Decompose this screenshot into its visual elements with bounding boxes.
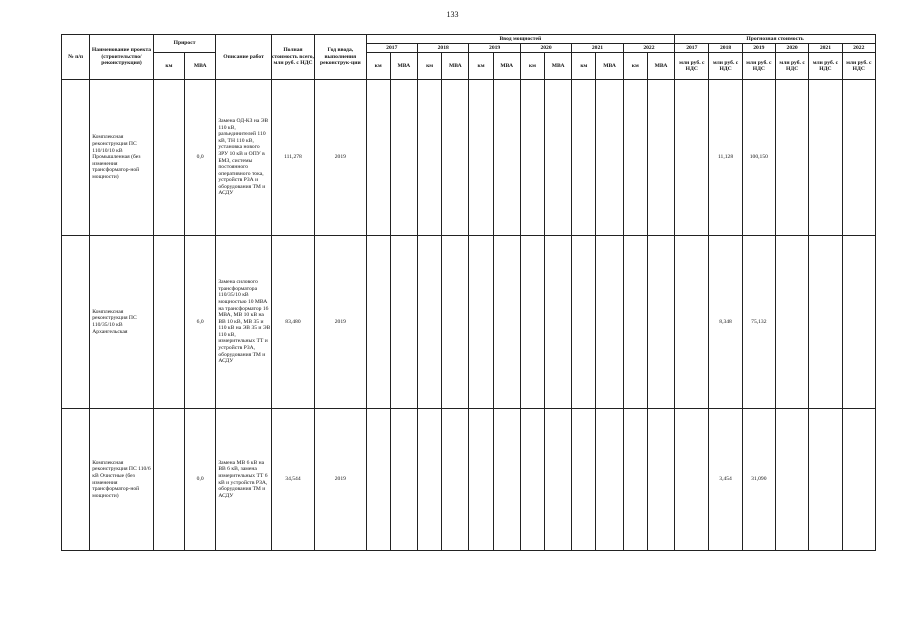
project-name: Комплексная реконструкция ПС 110/35/10 кВ Архангельская [90, 236, 154, 409]
increase-mva: 0,0 [185, 80, 216, 236]
capacity-year-2021: 2021 [572, 44, 623, 53]
header-full-cost: Полная стоимость всего, млн руб. с НДС [271, 35, 314, 80]
header-cost-unit-2020: млн руб. с НДС [775, 53, 808, 80]
header-cost-unit-2022: млн руб. с НДС [842, 53, 875, 80]
capacity-cell [390, 409, 417, 551]
capacity-year-2022: 2022 [623, 44, 674, 53]
header-mva-2018: МВА [442, 53, 469, 80]
forecast-cost-2022 [842, 80, 875, 236]
capacity-cell [596, 236, 623, 409]
capacity-year-2019: 2019 [469, 44, 520, 53]
header-increase-mva: МВА [185, 53, 216, 80]
capacity-cell [623, 409, 647, 551]
forecast-cost-2018: 3,454 [709, 409, 742, 551]
capacity-cell [623, 236, 647, 409]
increase-mva: 6,0 [185, 236, 216, 409]
header-km-2020: км [520, 53, 544, 80]
capacity-cell [545, 236, 572, 409]
table-header [62, 35, 876, 80]
capacity-cell [647, 236, 674, 409]
capacity-cell [417, 236, 441, 409]
header-commission-year: Год ввода, выполнения реконструк-ции [315, 35, 366, 80]
capacity-cell [366, 236, 390, 409]
forecast-cost-2021 [809, 80, 842, 236]
table-row [62, 236, 876, 409]
full-cost: 111,278 [271, 80, 314, 236]
page-number: 133 [446, 10, 459, 19]
header-mva-2017: МВА [390, 53, 417, 80]
project-name: Комплексная реконструкция ПС 110/10/10 кВ Промышленная (без изменения трансформатор-ной мощности) [90, 80, 154, 236]
forecast-cost-2020 [775, 409, 808, 551]
capacity-cell [366, 80, 390, 236]
capacity-cell [545, 409, 572, 551]
forecast-cost-2019: 31,090 [742, 409, 775, 551]
capacity-year-2017: 2017 [366, 44, 417, 53]
forecast-cost-2021 [809, 409, 842, 551]
header-num: № п/п [62, 35, 90, 80]
project-name: Комплексная реконструкция ПС 110/6 кВ Очистные (без изменения трансформатор-ной мощности) [90, 409, 154, 551]
capacity-cell [417, 409, 441, 551]
header-capacity-input: Ввод мощностей [366, 35, 675, 44]
full-cost: 83,480 [271, 236, 314, 409]
work-description: Замена ОД-КЗ на ЭВ 110 кВ, разъединителей 110 кВ, ТН 110 кВ, установка нового ЗРУ 10 кВ и ОПУ в БМЗ, системы постоянного оперативного тока, устройств РЗА и оборудования ТМ и АСДУ [216, 80, 271, 236]
increase-km [153, 409, 184, 551]
capacity-cell [623, 80, 647, 236]
capacity-year-2018: 2018 [417, 44, 468, 53]
header-project-name: Наименование проекта (строительство/ реконструкция) [90, 35, 154, 80]
forecast-year-2022: 2022 [842, 44, 875, 53]
forecast-year-2021: 2021 [809, 44, 842, 53]
capacity-cell [520, 236, 544, 409]
capacity-cell [493, 409, 520, 551]
header-mva-2019: МВА [493, 53, 520, 80]
forecast-cost-2019: 100,150 [742, 80, 775, 236]
header-cost-unit-2017: млн руб. с НДС [675, 53, 709, 80]
header-km-2022: км [623, 53, 647, 80]
forecast-year-2019: 2019 [742, 44, 775, 53]
capacity-cell [469, 236, 493, 409]
work-description: Замена силового трансформатора 110/35/10 кВ мощностью 10 МВА на трансформатор 16 МВА, МВ 10 кВ на ВВ 10 кВ, МВ 35 и 110 кВ на ЭВ 35 и ЭВ 110 кВ, измерительных ТТ и устройств РЗА, оборудования ТМ и АСДУ [216, 236, 271, 409]
capacity-cell [469, 409, 493, 551]
investment-table [61, 34, 876, 551]
forecast-cost-2020 [775, 80, 808, 236]
forecast-year-2018: 2018 [709, 44, 742, 53]
work-description: Замена МВ 6 кВ на ВВ 6 кВ, замена измерительных ТТ 6 кВ и устройств РЗА, оборудования ТМ и АСДУ [216, 409, 271, 551]
table-row [62, 80, 876, 236]
forecast-cost-2018: 11,128 [709, 80, 742, 236]
header-cost-unit-2018: млн руб. с НДС [709, 53, 742, 80]
capacity-cell [366, 409, 390, 551]
increase-mva: 0,0 [185, 409, 216, 551]
forecast-cost-2019: 75,132 [742, 236, 775, 409]
capacity-cell [390, 80, 417, 236]
capacity-cell [417, 80, 441, 236]
increase-km [153, 80, 184, 236]
header-km-2019: км [469, 53, 493, 80]
commission-year: 2019 [315, 236, 366, 409]
full-cost: 34,544 [271, 409, 314, 551]
table-row [62, 409, 876, 551]
header-description: Описание работ [216, 35, 271, 80]
header-increase-km: км [153, 53, 184, 80]
capacity-cell [545, 80, 572, 236]
capacity-cell [572, 236, 596, 409]
header-cost-unit-2019: млн руб. с НДС [742, 53, 775, 80]
row-num [62, 80, 90, 236]
capacity-cell [596, 80, 623, 236]
forecast-year-2020: 2020 [775, 44, 808, 53]
capacity-cell [596, 409, 623, 551]
capacity-cell [390, 236, 417, 409]
forecast-cost-2020 [775, 236, 808, 409]
capacity-cell [572, 80, 596, 236]
header-cost-unit-2021: млн руб. с НДС [809, 53, 842, 80]
commission-year: 2019 [315, 409, 366, 551]
capacity-cell [493, 236, 520, 409]
forecast-cost-2017 [675, 236, 709, 409]
commission-year: 2019 [315, 80, 366, 236]
header-km-2018: км [417, 53, 441, 80]
capacity-cell [647, 409, 674, 551]
forecast-year-2017: 2017 [675, 44, 709, 53]
row-num [62, 236, 90, 409]
capacity-cell [520, 80, 544, 236]
forecast-cost-2022 [842, 409, 875, 551]
capacity-cell [469, 80, 493, 236]
header-forecast-cost: Прогнозная стоимость [675, 35, 876, 44]
capacity-cell [442, 409, 469, 551]
header-km-2017: км [366, 53, 390, 80]
forecast-cost-2021 [809, 236, 842, 409]
increase-km [153, 236, 184, 409]
capacity-cell [442, 236, 469, 409]
forecast-cost-2018: 8,348 [709, 236, 742, 409]
header-mva-2020: МВА [545, 53, 572, 80]
capacity-cell [520, 409, 544, 551]
header-increase: Прирост [153, 35, 216, 53]
header-mva-2021: МВА [596, 53, 623, 80]
forecast-cost-2022 [842, 236, 875, 409]
header-mva-2022: МВА [647, 53, 674, 80]
capacity-year-2020: 2020 [520, 44, 571, 53]
capacity-cell [493, 80, 520, 236]
forecast-cost-2017 [675, 409, 709, 551]
capacity-cell [647, 80, 674, 236]
row-num [62, 409, 90, 551]
forecast-cost-2017 [675, 80, 709, 236]
capacity-cell [572, 409, 596, 551]
capacity-cell [442, 80, 469, 236]
header-km-2021: км [572, 53, 596, 80]
